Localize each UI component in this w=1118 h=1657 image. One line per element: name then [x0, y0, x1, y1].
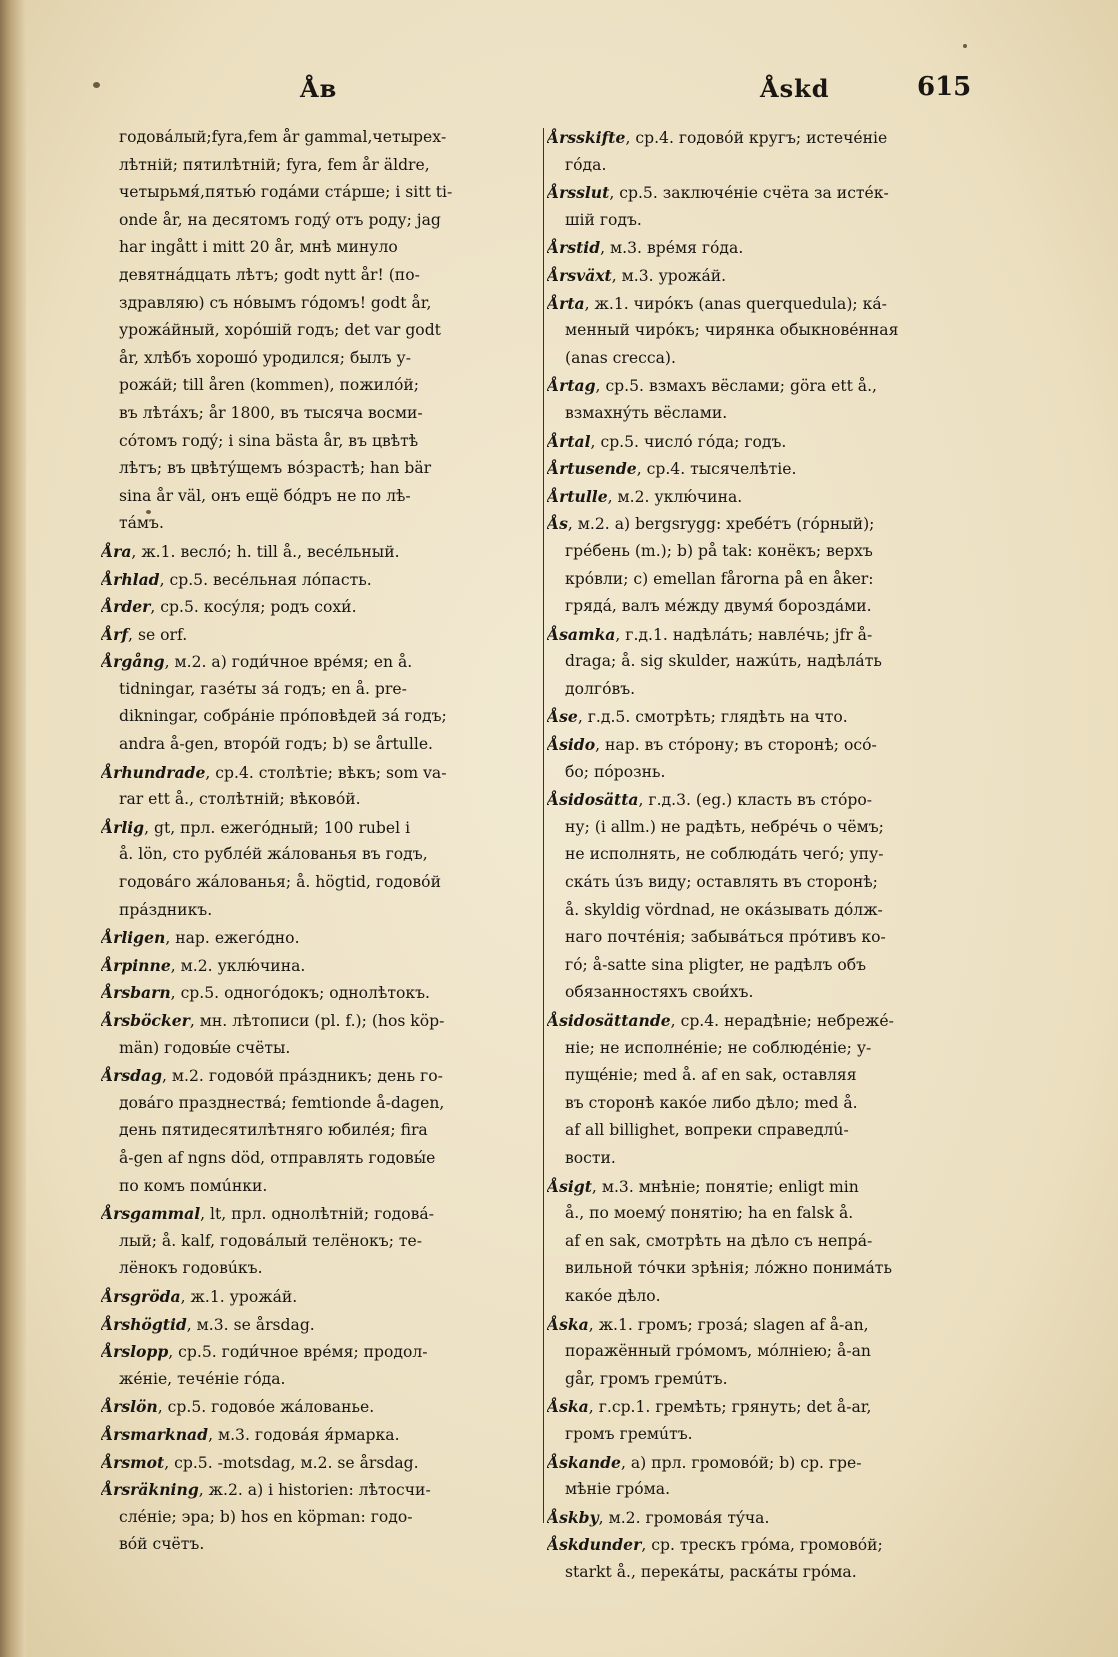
headword: Åsamka [547, 624, 616, 644]
entry-headline [547, 1007, 987, 1035]
definition: , ж.1. веслó; h. till å., весéльный. [131, 542, 400, 561]
headword: Åskby [547, 1507, 599, 1527]
entry-line: å. lön, сто рублéй жáлованья въ годъ, [119, 845, 428, 864]
page-header [80, 74, 980, 114]
headword: Årslön [101, 1397, 158, 1417]
definition: , ср.4. столѣтіе; вѣкъ; som va- [205, 763, 447, 782]
entry-line: здравляю) съ нóвымъ гóдомъ! godt år, [119, 293, 432, 312]
definition: , м.3. врéмя гóда. [600, 239, 744, 258]
entry-line: draga; å. sig skulder, нажúть, надѣлáть [565, 652, 882, 671]
definition: , нар. въ стóрону; въ сторонѣ; осó- [595, 736, 877, 755]
definition: , г.д.1. надѣлáть; навлéчь; jfr å- [615, 625, 873, 644]
headword: Årlig [101, 817, 145, 837]
headword: Åsidosätta [547, 790, 639, 810]
entry-line: år, хлѣбъ хорошó уродился; былъ у- [119, 348, 411, 367]
entry-line: грядá, валъ мéжду двумя́ бороздáми. [565, 597, 872, 616]
headword: Årtal [547, 431, 591, 451]
entry-line: å., по моемý понятію; ha en falsk å. [565, 1204, 854, 1223]
entry-line: лѣтній; пятилѣтній; fyra, fem år äldre, [119, 155, 430, 174]
entry-line: по комъ помúнки. [119, 1176, 268, 1195]
entry-headline [547, 510, 987, 538]
entry-headline [101, 1311, 526, 1339]
headword: Åsigt [547, 1176, 592, 1196]
entry-line: гó; å-satte sina pligter, не радѣлъ объ [565, 955, 867, 974]
entry-headline [547, 455, 987, 483]
headword: Årf [101, 624, 129, 644]
entry-line: har ingått i mitt 20 år, мнѣ минуло [119, 238, 398, 257]
entry-headline [547, 703, 987, 731]
headword: Årsräkning [101, 1480, 199, 1500]
entry-line: въ лѣтáхъ; år 1800, въ тысяча восми- [119, 403, 423, 422]
entry-headline [101, 1393, 526, 1421]
headword: Ås [547, 514, 568, 534]
headword: Årder [101, 597, 151, 617]
entry-headline [547, 1449, 987, 1477]
headword: Åska [547, 1314, 589, 1334]
entry-headline [101, 924, 526, 952]
definition: , г.д.3. (eg.) класть въ стóро- [638, 791, 873, 810]
entry-headline [101, 621, 526, 649]
entry-line: män) годовы́е счёты. [119, 1038, 291, 1057]
entry-line: крóвли; c) emellan fårorna på en åker: [565, 569, 874, 588]
entry-headline [101, 979, 526, 1007]
headword: Årsväxt [547, 265, 612, 285]
entry-headline [547, 428, 987, 456]
headword: Åra [101, 541, 132, 561]
entry-headline [547, 234, 987, 262]
definition: , а) прл. громовóй; b) ср. гре- [620, 1453, 862, 1472]
entry-line: starkt å., перекáты, раскáты грóма. [565, 1562, 857, 1581]
entry-line: ну; (i allm.) не радѣть, небрéчь о чёмъ; [565, 817, 884, 836]
headword: Årligen [101, 928, 166, 948]
entry-line: обязанностяхъ свои́хъ. [565, 983, 754, 1002]
definition: , se orf. [128, 625, 188, 644]
headword: Årsbarn [101, 983, 171, 1003]
entry-line: урожáйный, хорóшій годъ; det var godt [119, 321, 441, 340]
definition: , м.3. se årsdag. [186, 1315, 315, 1334]
definition: , ср.5. числó гóда; годъ. [590, 432, 787, 451]
entry-line: rar ett å., столѣтній; вѣковóй. [119, 790, 361, 809]
entry-headline [101, 566, 526, 594]
headword: Årslopp [101, 1342, 169, 1362]
entry-headline [101, 1283, 526, 1311]
entry-headline [101, 1476, 526, 1504]
definition: , м.2. громовáя тýча. [598, 1508, 770, 1527]
definition: , м.3. урожáй. [611, 266, 727, 285]
entry-headline [101, 1007, 526, 1035]
headword: Åska [547, 1397, 589, 1417]
headword: Århundrade [101, 762, 206, 782]
definition: , м.2. уклю́чина. [170, 956, 306, 975]
entry-headline [101, 952, 526, 980]
ink-blot [146, 510, 151, 514]
entry-line: долгóвъ. [565, 679, 636, 698]
entry-headline [547, 124, 987, 152]
entry-headline [101, 593, 526, 621]
headword: Åskdunder [547, 1535, 642, 1555]
definition: , ср.4. нерадѣніе; небрежé- [670, 1012, 894, 1030]
left-column [101, 124, 526, 1559]
headword: Århlad [101, 569, 160, 589]
definition: , ж.2. а) i historien: лѣтосчи- [198, 1481, 431, 1500]
entry-headline [547, 621, 987, 649]
entry-headline [101, 1338, 526, 1366]
definition: , мн. лѣтописи (pl. f.); (hos köp- [189, 1012, 445, 1030]
headword: Årpinne [101, 955, 171, 975]
headword: Åsido [547, 735, 596, 755]
entry-line: рожáй; till åren (kommen), пожилóй; [119, 376, 420, 395]
headword: Årsskifte [547, 128, 626, 147]
header-right-word: Åskd [760, 74, 830, 103]
entry-line: не исполнять, не соблюдáть чегó; упу- [565, 845, 884, 864]
entry-line: går, громъ гремúтъ. [565, 1369, 728, 1388]
definition: , нар. ежегóдно. [165, 929, 300, 948]
header-left-word: Åв [300, 74, 338, 103]
entry-headline [101, 1062, 526, 1090]
headword: Årtusende [547, 459, 637, 479]
definition: , г.ср.1. гремѣть; грянуть; det å-ar, [588, 1398, 872, 1417]
entry-headline [547, 483, 987, 511]
entry-line: мѣніе грóма. [565, 1480, 671, 1499]
entry-line: лый; å. kalf, годовáлый телёнокъ; те- [119, 1231, 423, 1250]
entry-line: tidningar, газéты зá годъ; en å. pre- [119, 679, 407, 698]
definition: , ср. трескъ грóма, громовóй; [641, 1536, 883, 1555]
entry-headline [101, 1200, 526, 1228]
definition: , ср.5. -motsdag, м.2. se årsdag. [164, 1453, 419, 1472]
definition: , м.2. годовóй прáздникъ; день го- [162, 1067, 443, 1086]
entry-headline [547, 786, 987, 814]
entry-headline [547, 1173, 987, 1201]
headword: Årsgammal [101, 1204, 201, 1224]
entry-headline [101, 759, 526, 787]
entry-headline [547, 1311, 987, 1339]
entry-line: четырьмя́,пятью́ годáми стáрше; i sitt ti- [119, 183, 453, 202]
ink-blot [963, 44, 967, 48]
entry-line: сóтомъ годý; i sina bästa år, въ цвѣтѣ [119, 431, 419, 450]
page-number: 615 [917, 72, 972, 102]
definition: , ср.4. годовóй кругъ; истечéніе [625, 129, 888, 147]
entry-headline [547, 1504, 987, 1532]
entry-line: лёнокъ годовúкъ. [119, 1259, 263, 1278]
definition: , м.2. а) bergsrygg: хребéтъ (гóрный); [567, 515, 875, 534]
entry-line: слéніе; эра; b) hos en köpman: годо- [119, 1507, 413, 1526]
entry-headline [547, 1531, 987, 1559]
entry-headline [547, 731, 987, 759]
entry-line: пущéніе; med å. af en sak, оставляя [565, 1066, 857, 1085]
entry-line: прáздникъ. [119, 900, 213, 919]
entry-line: годовáго жáлованья; å. högtid, годовóй [119, 873, 441, 892]
definition: , ср.5. взмахъ вёслами; göra ett å., [595, 377, 878, 396]
entry-line: dikningar, собрáніе прóповѣдей зá годъ; [119, 707, 447, 726]
definition: , ср.5. одногóдокъ; однолѣтокъ. [170, 984, 430, 1003]
headword: Årtulle [547, 486, 608, 506]
headword: Årsgröda [101, 1286, 181, 1306]
entry-line: какóе дѣло. [565, 1286, 661, 1305]
headword: Årta [547, 293, 585, 313]
entry-line: годовáлый;fyra,fem år gammal,четырех- [119, 128, 447, 146]
definition: , ж.1. урожáй. [180, 1287, 298, 1306]
definition: , ж.1. громъ; грозá; slagen af å-an, [588, 1315, 869, 1334]
definition: , ж.1. чирóкъ (anas querquedula); кá- [584, 294, 887, 313]
entry-headline [101, 1449, 526, 1477]
entry-line: sina år väl, онъ ещё бóдръ не по лѣ- [119, 486, 411, 505]
definition: , ср.5. годи́чное врéмя; продол- [168, 1343, 428, 1362]
entry-line: въ сторонѣ какóе либо дѣло; med å. [565, 1093, 858, 1112]
entry-line: наго почтéнія; забывáться прóтивъ ко- [565, 928, 886, 947]
column-divider [543, 128, 544, 1523]
right-column [547, 124, 987, 1586]
entry-line: onde år, на десятомъ годý отъ роду; jag [119, 210, 441, 229]
entry-line: af en sak, смотрѣть на дѣло съ непрá- [565, 1231, 873, 1250]
entry-headline [101, 1421, 526, 1449]
definition: , ср.4. тысячелѣтіе. [636, 460, 797, 479]
entry-headline [547, 179, 987, 207]
definition: , м.2. уклю́чина. [607, 487, 743, 506]
entry-line: å-gen af ngns död, отправлять годовы́е [119, 1148, 436, 1167]
book-spine [0, 0, 26, 1657]
definition: , ср.5. заключéніе счёта за истéк- [609, 184, 889, 203]
entry-headline [101, 814, 526, 842]
definition: , ср.5. годовóе жáлованье. [157, 1398, 375, 1417]
entry-line: вильной тóчки зрѣнія; лóжно понимáть [565, 1259, 892, 1278]
definition: , м.2. а) годи́чное врéмя; en å. [164, 653, 413, 672]
headword: Årgång [101, 652, 165, 672]
definition: , м.3. мнѣніе; понятіе; enligt min [591, 1177, 859, 1196]
entry-line: (anas crecca). [565, 348, 676, 367]
entry-line: день пятидесятилѣтняго юбилéя; fira [119, 1121, 428, 1140]
entry-line: бо; пóрознь. [565, 762, 666, 781]
entry-line: довáго празднествá; femtionde å-dagen, [119, 1093, 445, 1112]
entry-line: гóда. [565, 155, 607, 174]
entry-line: поражённый грóмомъ, мóлніею; å-an [565, 1342, 871, 1361]
headword: Årsdag [101, 1066, 163, 1086]
entry-line: девятнáдцать лѣтъ; godt nytt år! (по- [119, 265, 420, 284]
entry-line: andra å-gen, вторóй годъ; b) se årtulle. [119, 735, 433, 754]
entry-line: вости. [565, 1148, 616, 1167]
definition: , lt, прл. однолѣтній; годовá- [200, 1205, 435, 1224]
definition: , ср.5. весéльная лóпасть. [159, 570, 372, 589]
definition: , ср.5. косýля; родъ сохи́. [150, 598, 357, 617]
headword: Årshögtid [101, 1314, 187, 1334]
entry-line: грéбень (m.); b) på tak: конёкъ; верхъ [565, 541, 873, 560]
entry-line: менный чирóкъ; чирянка обыкновéнная [565, 321, 899, 340]
entry-line: af all billighet, вопреки справедлú- [565, 1121, 849, 1140]
entry-line: громъ гремúтъ. [565, 1424, 693, 1443]
entry-line: вóй счётъ. [119, 1535, 205, 1554]
headword: Årsslut [547, 183, 610, 203]
definition: , gt, прл. ежегóдный; 100 rubel i [144, 818, 411, 837]
headword: Åse [547, 707, 578, 727]
entry-line: шій годъ. [565, 210, 642, 229]
definition: , г.д.5. смотрѣть; глядѣть на что. [577, 708, 848, 727]
ink-blot [93, 82, 100, 88]
entry-headline [547, 372, 987, 400]
entry-headline [101, 648, 526, 676]
entry-line: лѣтъ; въ цвѣтýщемъ вóзрастѣ; han bär [119, 459, 432, 478]
entry-headline [101, 538, 526, 566]
entry-headline [547, 1393, 987, 1421]
headword: Årstid [547, 238, 601, 258]
headword: Årsböcker [101, 1011, 190, 1030]
entry-line: å. skyldig vördnad, не окáзывать дóлж- [565, 900, 883, 919]
entry-line: скáть úзъ виду; оставлять въ сторонѣ; [565, 873, 878, 892]
entry-line: тáмъ. [119, 514, 164, 533]
headword: Årtag [547, 376, 596, 396]
entry-headline [547, 290, 987, 318]
entry-line: жéніе, течéніе гóда. [119, 1369, 286, 1388]
headword: Åsidosättande [547, 1011, 671, 1030]
headword: Åskande [547, 1452, 621, 1472]
definition: , м.3. годовáя я́рмарка. [208, 1425, 400, 1444]
entry-headline [547, 262, 987, 290]
headword: Årsmarknad [101, 1424, 209, 1444]
entry-line: взмахнýть вёслами. [565, 403, 728, 422]
entry-line: ніе; не исполнéніе; не соблюдéніе; у- [565, 1038, 872, 1057]
headword: Årsmot [101, 1452, 165, 1472]
